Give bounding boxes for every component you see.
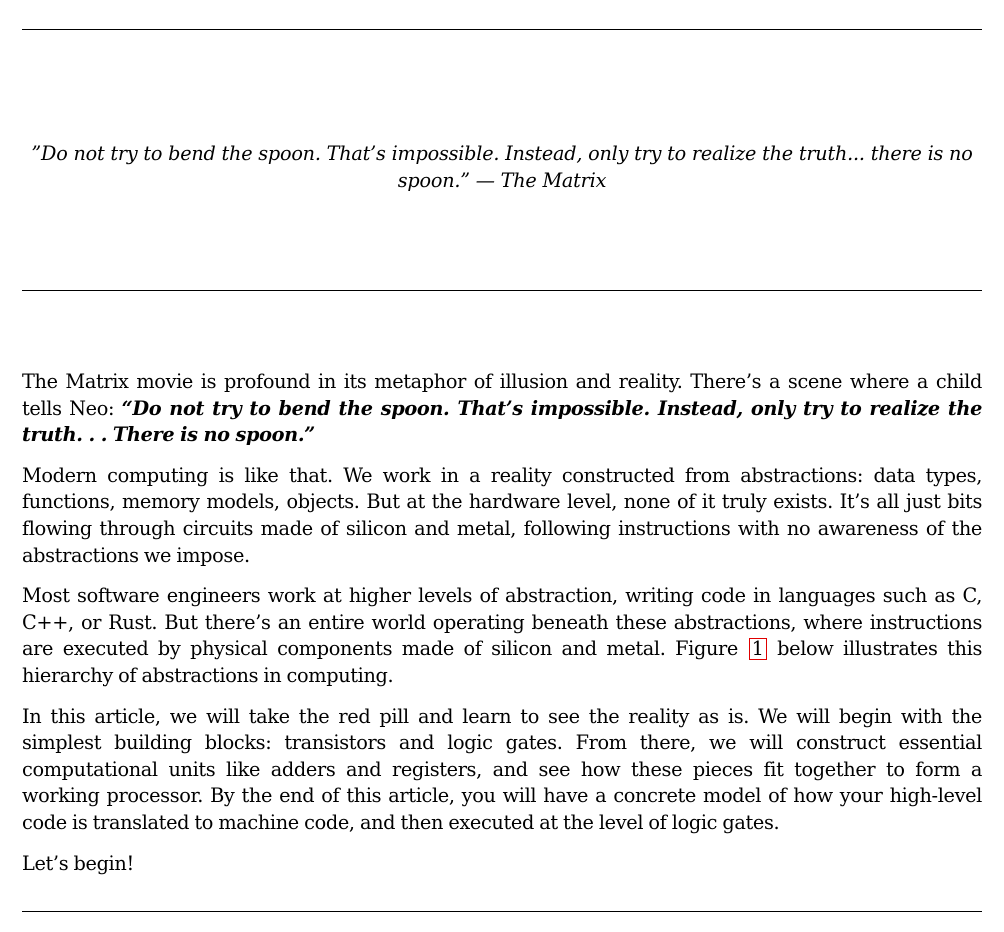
spoon-quote: “Do not try to bend the spoon. That’s impossible. Instead, only try to realize the truth. . . There is no spoon.” bbox=[22, 396, 982, 447]
paragraph-intro-text: The Matrix movie is profound in its metaphor of illusion and reality. There’s a scene where a child tells Neo: bbox=[22, 370, 982, 420]
paragraph-intro bbox=[22, 369, 982, 449]
paragraph-hierarchy-text-after: below illustrates this hierarchy of abstractions in computing. bbox=[22, 637, 982, 687]
paragraph-begin: Let’s begin! bbox=[22, 851, 134, 875]
middle-horizontal-rule bbox=[22, 290, 982, 291]
paragraph-red-pill: In this article, we will take the red pill and learn to see the reality as is. We will begin with the simplest building blocks: transistors and logic gates. From there, we will construct essential computational units like adders and registers, and see how these pieces fit together to form a working processor. By the end of this article, you will have a concrete model of how your high-level code is translated to machine code, and then executed at the level of logic gates. bbox=[22, 704, 982, 834]
document-page bbox=[22, 0, 982, 932]
figure-1-link[interactable]: 1 bbox=[749, 638, 767, 660]
paragraph-abstractions: Modern computing is like that. We work in a reality constructed from abstractions: data types, functions, memory models, objects. But at the hardware level, none of it truly exists. It’s all just bits flowing through circuits made of silicon and metal, following instructions with no awareness of the abstractions we impose. bbox=[22, 463, 982, 567]
top-horizontal-rule bbox=[22, 29, 982, 30]
paragraph-hierarchy bbox=[22, 583, 982, 689]
article-body bbox=[22, 369, 982, 891]
paragraph-hierarchy-text-before: Most software engineers work at higher levels of abstraction, writing code in languages such as C, C++, or Rust. But there’s an entire world operating beneath these abstractions, where instructions are executed by physical components made of silicon and metal. Figure bbox=[22, 584, 982, 661]
bottom-horizontal-rule bbox=[22, 911, 982, 912]
epigraph-quote: ”Do not try to bend the spoon. That’s impossible. Instead, only try to realize the truth... there is no spoon.” — The Matrix bbox=[31, 142, 973, 192]
